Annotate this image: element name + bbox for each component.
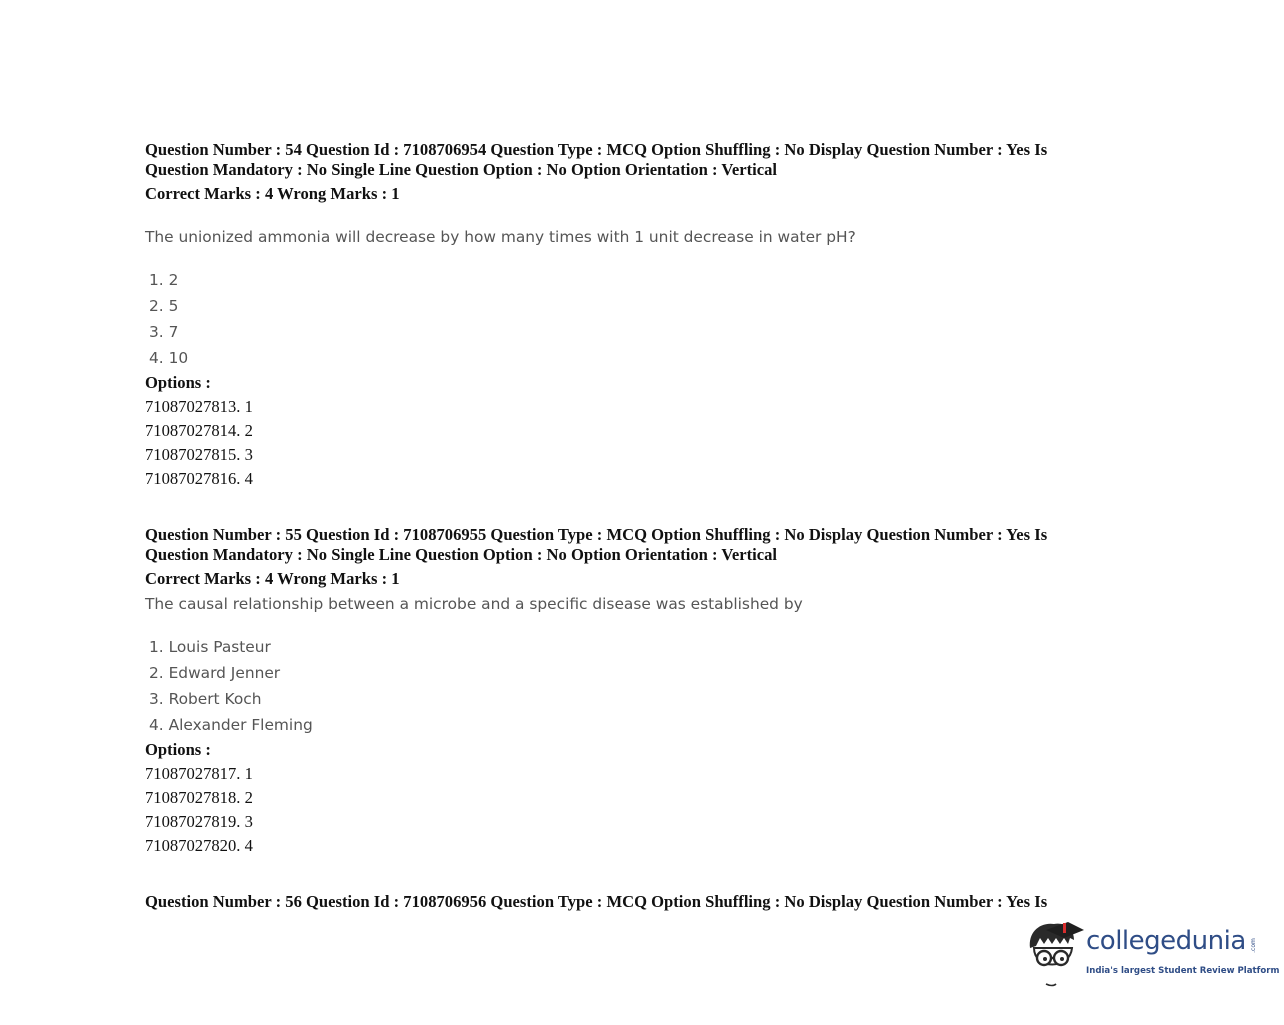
question-text: The causal relationship between a microbe and a specific disease was established by	[145, 595, 803, 613]
answer-choice: 4. Alexander Fleming	[149, 716, 313, 734]
answer-choice: 2. Edward Jenner	[149, 664, 281, 682]
option-id: 71087027819. 3	[145, 812, 253, 831]
options-label: Options :	[145, 740, 211, 759]
question-meta-line-2: Question Mandatory : No Single Line Question Option : No Option Orientation : Vertical	[145, 545, 777, 564]
question-meta	[145, 140, 1145, 204]
question-marks: Correct Marks : 4 Wrong Marks : 1	[145, 184, 400, 203]
answer-choice: 2. 5	[149, 297, 179, 315]
option-id: 71087027820. 4	[145, 836, 253, 855]
logo-wordmark: collegedunia	[1086, 926, 1246, 956]
option-id: 71087027816. 4	[145, 469, 253, 488]
answer-choice: 3. Robert Koch	[149, 690, 262, 708]
options-label: Options :	[145, 373, 211, 392]
option-id: 71087027814. 2	[145, 421, 253, 440]
logo-tagline: India's largest Student Review Platform	[1086, 966, 1280, 976]
question-meta-line-1: Question Number : 54 Question Id : 7108706954 Question Type : MCQ Option Shuffling : No Display Question Number : Yes Is	[145, 140, 1048, 159]
mascot-icon	[1024, 918, 1086, 990]
option-id: 71087027813. 1	[145, 397, 253, 416]
question-block-55	[145, 525, 1145, 858]
question-meta-line-1: Question Number : 55 Question Id : 7108706955 Question Type : MCQ Option Shuffling : No Display Question Number : Yes Is	[145, 525, 1048, 544]
option-id: 71087027817. 1	[145, 764, 253, 783]
answer-choice: 4. 10	[149, 349, 189, 367]
question-block-56	[145, 892, 1145, 912]
question-meta-line-2: Question Mandatory : No Single Line Question Option : No Option Orientation : Vertical	[145, 160, 777, 179]
answer-choice: 3. 7	[149, 323, 179, 341]
answer-choice: 1. 2	[149, 271, 179, 289]
question-text: The unionized ammonia will decrease by how many times with 1 unit decrease in water pH?	[145, 228, 856, 246]
question-meta	[145, 892, 1145, 912]
answer-choices	[145, 267, 1145, 371]
question-meta-line-1: Question Number : 56 Question Id : 7108706956 Question Type : MCQ Option Shuffling : No Display Question Number : Yes Is	[145, 892, 1048, 911]
answer-choices	[145, 634, 1145, 738]
logo-suffix: .com	[1249, 938, 1257, 953]
option-id: 71087027818. 2	[145, 788, 253, 807]
answer-choice: 1. Louis Pasteur	[149, 638, 271, 656]
question-meta	[145, 525, 1145, 589]
question-paper	[145, 140, 1145, 912]
question-block-54	[145, 140, 1145, 491]
collegedunia-logo	[1024, 918, 1280, 990]
question-marks: Correct Marks : 4 Wrong Marks : 1	[145, 569, 400, 588]
option-id: 71087027815. 3	[145, 445, 253, 464]
